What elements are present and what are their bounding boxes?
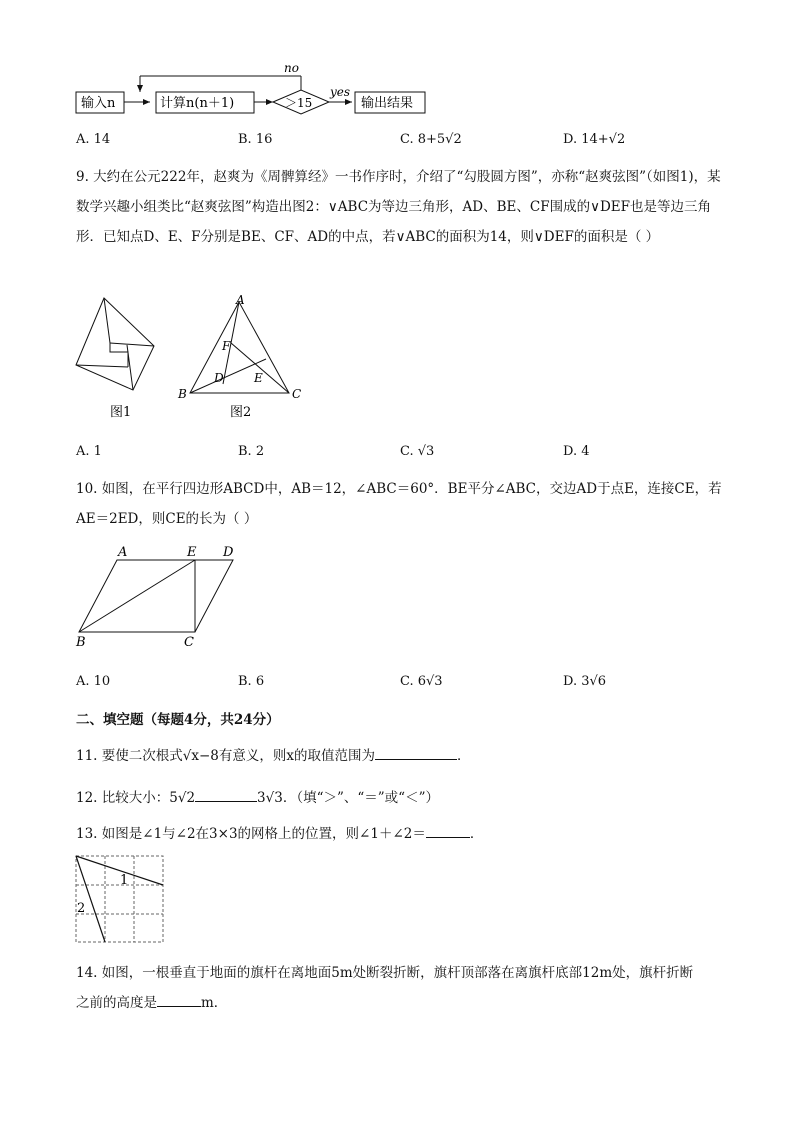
q11 <box>76 744 471 764</box>
q12-blank[interactable] <box>195 787 257 802</box>
fig2-label-e: E <box>254 371 263 385</box>
q9-option-a[interactable]: A. 1 <box>76 444 102 459</box>
flow-output-text: 输出结果 <box>361 96 414 111</box>
q8-option-c[interactable]: C. 8+5√2 <box>400 132 462 147</box>
q11-end: ． <box>457 748 471 764</box>
q10-option-b[interactable]: B. 6 <box>238 674 265 689</box>
q14-text: 之前的高度是 <box>76 995 157 1011</box>
fig2-label-b: B <box>178 387 187 401</box>
q10-option-a[interactable]: A. 10 <box>76 674 111 689</box>
q10-option-d[interactable]: D. 3√6 <box>563 674 607 689</box>
q8-option-b[interactable]: B. 16 <box>238 132 273 147</box>
q11-text: 11. 要使二次根式√x−8有意义，则x的取值范围为 <box>76 748 375 764</box>
q13 <box>76 822 483 842</box>
q10-text: 10. 如图，在平行四边形ABCD中，AB＝12，∠ABC＝60°．BE平分∠ABC，交边AD于点E，连接CE，若AE＝2ED，则CE的长为（ ） <box>76 481 722 527</box>
parallelogram-figure <box>70 540 250 652</box>
q9-option-b[interactable]: B. 2 <box>238 444 265 459</box>
q14-blank[interactable] <box>157 992 201 1007</box>
q9-text: 9. 大约在公元222年，赵爽为《周髀算经》一书作序时，介绍了“勾股圆方图”，亦称“赵爽弦图”（如图1)，某数学兴趣小组类比“赵爽弦图”构造出图2：∨ABC为等边三角形，AD、BE、CF围成的∨DEF也是等边三角形．已知点D、E、F分别是BE、CF、AD的中点，若∨ABC的面积为14，则∨DEF的面积是（ ） <box>76 169 721 245</box>
flow-input-text: 输入n <box>81 96 116 111</box>
q9-figures <box>70 292 330 422</box>
flow-no-label: no <box>284 61 299 75</box>
q8-option-d[interactable]: D. 14+√2 <box>563 132 626 147</box>
para-label-e: E <box>187 545 197 560</box>
q13-text: 13. 如图是∠1与∠2在3×3的网格上的位置，则∠1＋∠2＝ <box>76 826 426 842</box>
q10-option-c[interactable]: C. 6√3 <box>400 674 443 689</box>
flowchart <box>70 56 450 120</box>
section-heading: 二、填空题（每题4分，共24分） <box>76 712 280 728</box>
q12-text: 12. 比较大小：5√2 <box>76 790 196 806</box>
triangle-figure-2 <box>190 302 289 393</box>
fig2-caption: 图2 <box>230 405 252 420</box>
fig2-label-f: F <box>222 339 231 353</box>
para-label-b: B <box>76 635 86 650</box>
grid-figure <box>74 854 168 946</box>
angle-1-label: 1 <box>120 873 129 888</box>
q8-option-a[interactable]: A. 14 <box>76 132 111 147</box>
flow-compute-text: 计算n(n＋1) <box>160 96 235 111</box>
q9-option-d[interactable]: D. 4 <box>563 444 590 459</box>
fig2-label-c: C <box>292 387 302 401</box>
q14 <box>76 958 736 1018</box>
q11-blank[interactable] <box>375 745 457 760</box>
zhao-shuang-figure-1 <box>76 298 154 390</box>
q9-option-c[interactable]: C. √3 <box>400 444 435 459</box>
fig2-label-d: D <box>214 371 224 385</box>
flow-diamond-text: ＞15 <box>285 96 313 110</box>
q12-end: 3√3．（填“＞”、“＝”或“＜”） <box>257 790 439 806</box>
q13-end: ． <box>469 826 484 842</box>
q14-end: m． <box>201 995 228 1011</box>
para-label-a: A <box>118 545 128 560</box>
q14-line1: 14. 如图，一根垂直于地面的旗杆在离地面5m处断裂折断，旗杆顶部落在离旗杆底部12m处，旗杆折断 <box>76 965 694 981</box>
fig1-caption: 图1 <box>110 405 132 420</box>
para-label-d: D <box>223 545 234 560</box>
q12 <box>76 786 439 806</box>
para-label-c: C <box>184 635 194 650</box>
angle-2-label: 2 <box>77 901 86 916</box>
fig2-label-a: A <box>236 293 245 307</box>
flow-yes-label: yes <box>330 85 351 99</box>
q13-blank[interactable] <box>426 823 470 838</box>
